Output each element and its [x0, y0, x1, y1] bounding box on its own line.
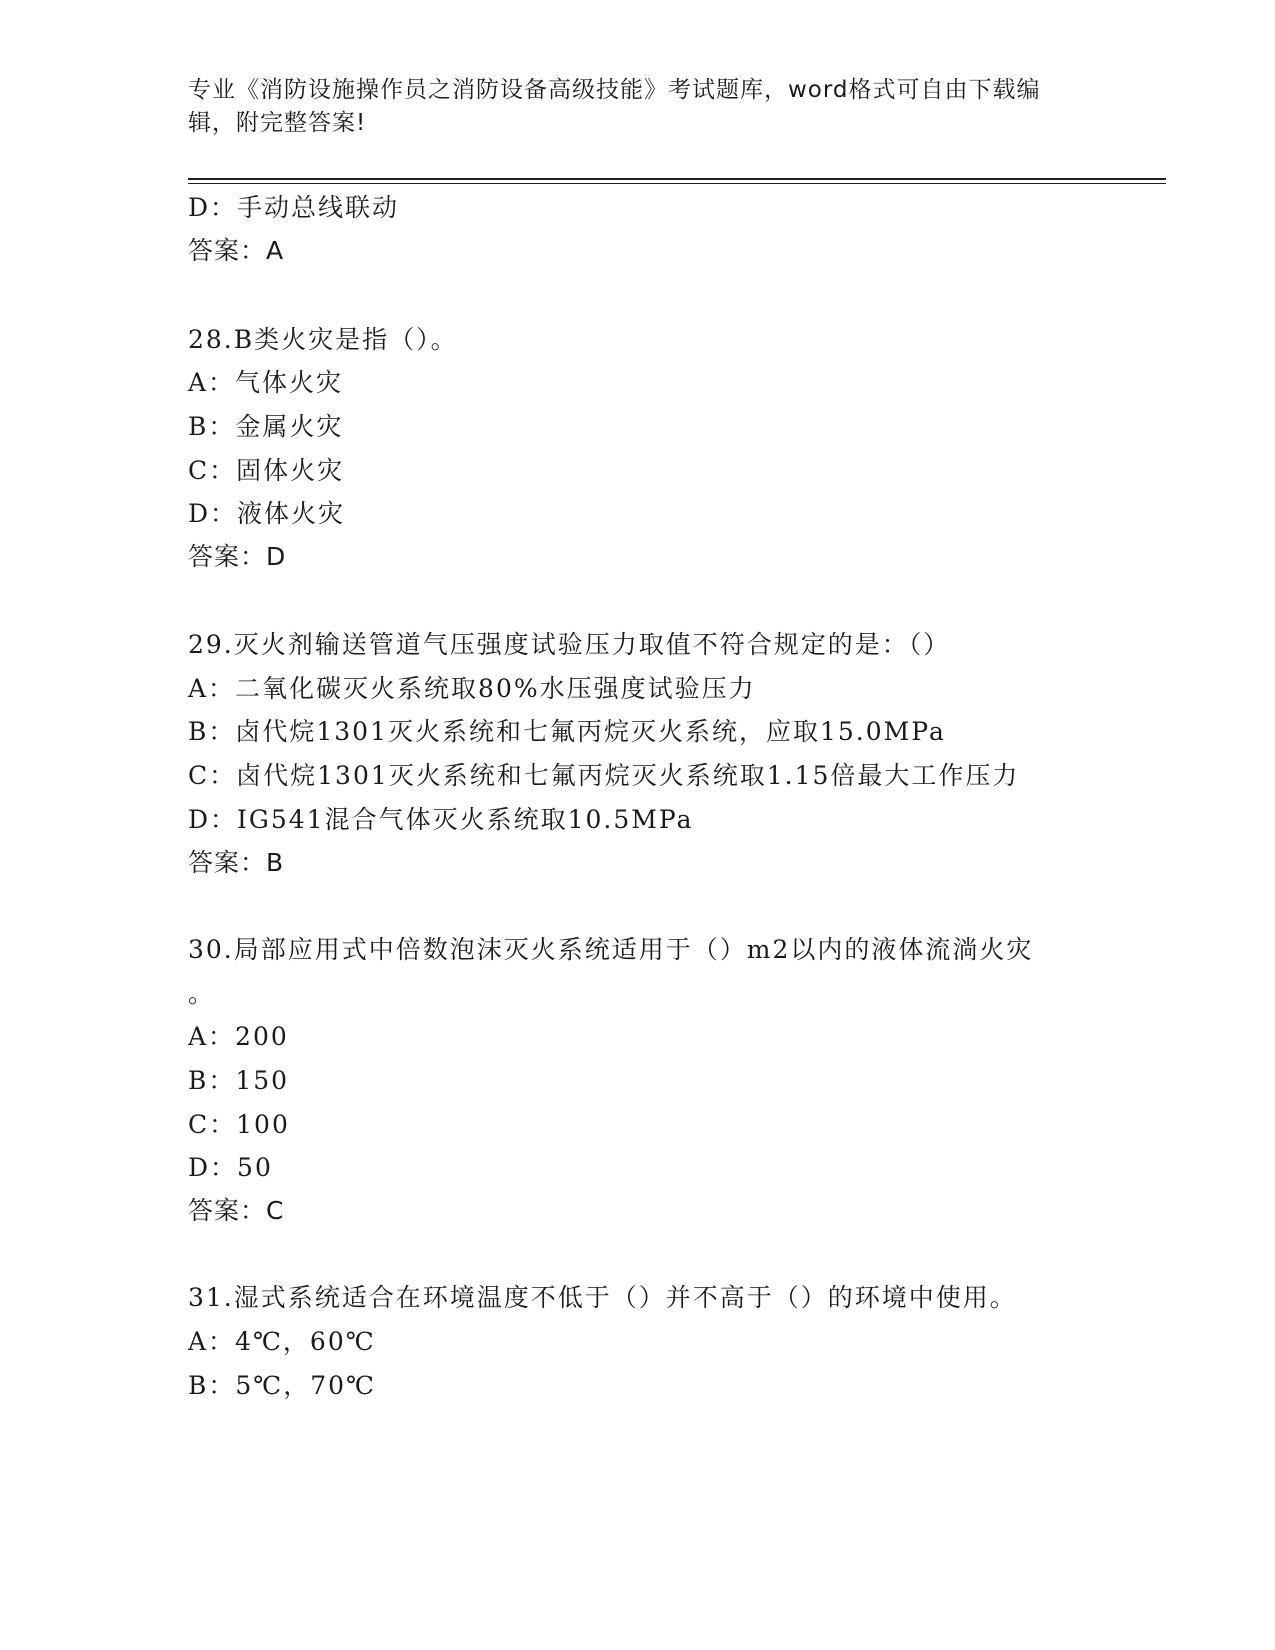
question-28-option-b: B：金属火灾	[188, 412, 344, 441]
answer-30: 答案：C	[188, 1196, 285, 1225]
question-30-stem-continued: 。	[188, 979, 216, 1008]
answer-29: 答案：B	[188, 848, 285, 877]
header-rule-thin	[188, 183, 1166, 184]
question-30-option-d: D：50	[188, 1153, 273, 1182]
question-29-option-c: C：卤代烷1301灭火系统和七氟丙烷灭火系统取1.15倍最大工作压力	[188, 761, 1020, 790]
header-line-2: 辑，附完整答案!	[188, 110, 367, 136]
question-28-stem: 28.B类火灾是指（）。	[188, 325, 458, 354]
answer-28: 答案：D	[188, 542, 287, 571]
answer-27: 答案：A	[188, 236, 285, 265]
question-30-option-b: B：150	[188, 1066, 290, 1095]
question-29-stem: 29.灭火剂输送管道气压强度试验压力取值不符合规定的是：（）	[188, 630, 951, 659]
question-31-stem: 31.湿式系统适合在环境温度不低于（）并不高于（）的环境中使用。	[188, 1283, 1017, 1312]
question-30-option-c: C：100	[188, 1110, 290, 1139]
question-29-option-d: D：IG541混合气体灭火系统取10.5MPa	[188, 805, 694, 834]
question-30-option-a: A：200	[188, 1022, 289, 1051]
question-30-stem: 30.局部应用式中倍数泡沫灭火系统适用于（）m2以内的液体流淌火灾	[188, 935, 1034, 964]
question-28-option-c: C：固体火灾	[188, 456, 345, 485]
question-31-option-b: B：5℃，70℃	[188, 1371, 377, 1400]
header-line-1: 专业《消防设施操作员之消防设备高级技能》考试题库，word格式可自由下载编	[188, 77, 1041, 103]
header-rule-thick	[188, 178, 1166, 180]
page-header	[188, 74, 1088, 140]
question-31-option-a: A：4℃，60℃	[188, 1327, 376, 1356]
question-29-option-a: A：二氧化碳灭火系统取80%水压强度试验压力	[188, 674, 756, 703]
question-29-option-b: B：卤代烷1301灭火系统和七氟丙烷灭火系统，应取15.0MPa	[188, 717, 946, 746]
question-28-option-d: D：液体火灾	[188, 499, 346, 528]
continued-option-d: D：手动总线联动	[188, 193, 400, 222]
question-28-option-a: A：气体火灾	[188, 368, 344, 397]
